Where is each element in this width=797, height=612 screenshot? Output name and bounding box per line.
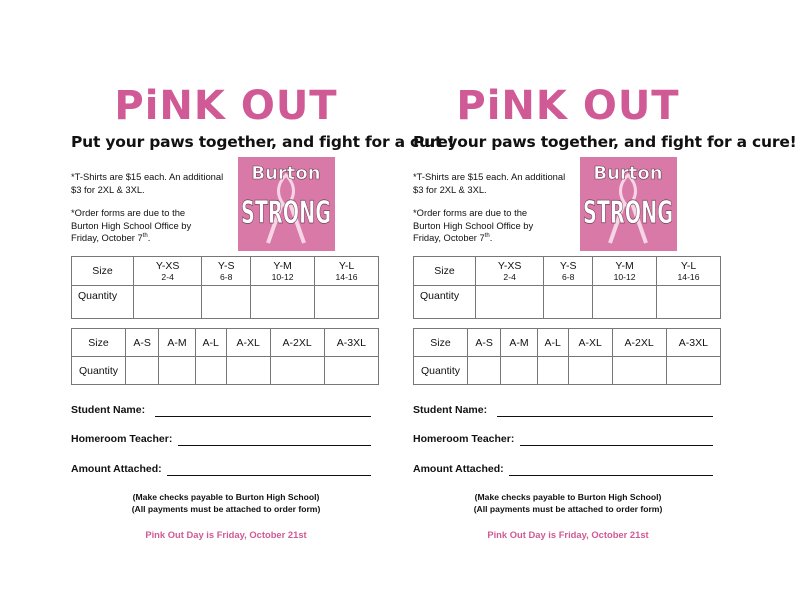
table-row bbox=[72, 257, 379, 286]
size-cell bbox=[593, 257, 657, 286]
quantity-input-cell[interactable] bbox=[544, 286, 593, 319]
pink-out-day-note: Pink Out Day is Friday, October 21st bbox=[487, 529, 649, 540]
quantity-input-cell[interactable] bbox=[324, 357, 378, 385]
size-range: 10-12 bbox=[613, 272, 636, 282]
table-row bbox=[414, 257, 721, 286]
payment-note: (All payments must be attached to order form) bbox=[473, 504, 663, 514]
pink-out-day-note: Pink Out Day is Friday, October 21st bbox=[145, 529, 307, 540]
ordinal-suffix: th bbox=[484, 232, 490, 239]
table-row bbox=[414, 329, 721, 357]
size-cell: A-S bbox=[126, 329, 159, 357]
amount-attached-field[interactable] bbox=[167, 475, 371, 476]
size-cell: A-2XL bbox=[270, 329, 324, 357]
due-info-line: *Order forms are due to the bbox=[71, 207, 186, 218]
due-date-info bbox=[71, 207, 236, 245]
due-info-line: Burton High School Office by bbox=[71, 219, 192, 231]
size-cell: A-XL bbox=[226, 329, 270, 357]
size-cell bbox=[202, 257, 251, 286]
logo-main-text: STRONG bbox=[241, 195, 331, 231]
quantity-input-cell[interactable] bbox=[159, 357, 195, 385]
student-name-row bbox=[413, 404, 487, 416]
size-header: Size bbox=[414, 257, 476, 286]
due-info-line: *Order forms are due to the bbox=[413, 207, 528, 218]
size-cell: A-L bbox=[195, 329, 226, 357]
size-name: Y-S bbox=[217, 260, 235, 272]
size-range: 6-8 bbox=[219, 272, 233, 282]
size-name: Y-XS bbox=[497, 260, 522, 272]
size-range: 2-4 bbox=[503, 272, 516, 282]
size-range: 6-8 bbox=[561, 272, 575, 282]
quantity-input-cell[interactable] bbox=[593, 286, 657, 319]
quantity-label: Quantity bbox=[414, 286, 476, 319]
form-subtitle: Put your paws together, and fight for a cure! bbox=[413, 133, 797, 151]
size-cell: A-M bbox=[501, 329, 537, 357]
size-cell bbox=[134, 257, 202, 286]
due-info-line: Burton High School Office by bbox=[413, 219, 534, 231]
size-cell bbox=[476, 257, 544, 286]
amount-attached-row bbox=[71, 463, 162, 475]
burton-strong-logo bbox=[238, 157, 335, 251]
price-info-line: $3 for 2XL & 3XL. bbox=[413, 183, 487, 195]
size-cell: A-3XL bbox=[666, 329, 720, 357]
quantity-input-cell[interactable] bbox=[568, 357, 612, 385]
quantity-input-cell[interactable] bbox=[270, 357, 324, 385]
size-cell: A-S bbox=[468, 329, 501, 357]
due-date-period: . bbox=[489, 232, 493, 243]
size-cell bbox=[544, 257, 593, 286]
size-name: Y-M bbox=[273, 260, 292, 272]
due-info-line bbox=[71, 232, 236, 245]
size-name: Y-XS bbox=[155, 260, 180, 272]
youth-size-table bbox=[71, 256, 379, 319]
quantity-input-cell[interactable] bbox=[468, 357, 501, 385]
table-row bbox=[72, 286, 379, 319]
amount-attached-label: Amount Attached: bbox=[413, 463, 504, 475]
due-date-period: . bbox=[147, 232, 151, 243]
quantity-input-cell[interactable] bbox=[315, 286, 379, 319]
size-range: 10-12 bbox=[271, 272, 294, 282]
homeroom-teacher-field[interactable] bbox=[178, 445, 371, 446]
size-cell: A-XL bbox=[568, 329, 612, 357]
size-name: Y-L bbox=[338, 260, 355, 272]
logo-top-text: Burton bbox=[593, 163, 663, 184]
size-cell bbox=[251, 257, 315, 286]
student-name-field[interactable] bbox=[497, 416, 713, 417]
price-info bbox=[413, 171, 578, 196]
size-header: Size bbox=[72, 329, 126, 357]
student-name-label: Student Name: bbox=[71, 404, 146, 416]
price-info-line: *T-Shirts are $15 each. An additional bbox=[413, 171, 566, 182]
quantity-input-cell[interactable] bbox=[666, 357, 720, 385]
quantity-input-cell[interactable] bbox=[612, 357, 666, 385]
table-row bbox=[72, 329, 379, 357]
size-range: 2-4 bbox=[161, 272, 174, 282]
form-title: PiNK OUT bbox=[456, 83, 680, 129]
homeroom-teacher-row bbox=[71, 433, 172, 445]
amount-attached-row bbox=[413, 463, 504, 475]
payment-note: (Make checks payable to Burton High School) bbox=[474, 492, 662, 502]
adult-size-table bbox=[413, 328, 721, 385]
price-info-line: $3 for 2XL & 3XL. bbox=[71, 183, 145, 195]
due-date-text: Friday, October 7 bbox=[413, 232, 485, 243]
adult-size-table bbox=[71, 328, 379, 385]
size-name: Y-L bbox=[680, 260, 697, 272]
size-cell bbox=[657, 257, 721, 286]
student-name-field[interactable] bbox=[155, 416, 371, 417]
logo-main-text: STRONG bbox=[583, 195, 673, 231]
size-range: 14-16 bbox=[335, 272, 358, 282]
due-date-text: Friday, October 7 bbox=[71, 232, 143, 243]
due-date-info bbox=[413, 207, 578, 245]
size-header: Size bbox=[72, 257, 134, 286]
amount-attached-label: Amount Attached: bbox=[71, 463, 162, 475]
table-row bbox=[414, 286, 721, 319]
homeroom-teacher-row bbox=[413, 433, 514, 445]
amount-attached-field[interactable] bbox=[509, 475, 713, 476]
size-name: Y-M bbox=[615, 260, 634, 272]
quantity-input-cell[interactable] bbox=[657, 286, 721, 319]
logo-top-text: Burton bbox=[251, 163, 321, 184]
homeroom-teacher-label: Homeroom Teacher: bbox=[71, 433, 173, 445]
quantity-input-cell[interactable] bbox=[134, 286, 202, 319]
price-info-line: *T-Shirts are $15 each. An additional bbox=[71, 171, 224, 182]
payment-note: (All payments must be attached to order form) bbox=[131, 504, 321, 514]
form-subtitle: Put your paws together, and fight for a cure! bbox=[71, 133, 455, 151]
quantity-label: Quantity bbox=[414, 357, 468, 385]
size-cell bbox=[315, 257, 379, 286]
burton-strong-logo bbox=[580, 157, 677, 251]
student-name-row bbox=[71, 404, 145, 416]
size-cell: A-L bbox=[537, 329, 568, 357]
quantity-input-cell[interactable] bbox=[251, 286, 315, 319]
homeroom-teacher-label: Homeroom Teacher: bbox=[413, 433, 515, 445]
table-row bbox=[414, 357, 721, 385]
ordinal-suffix: th bbox=[142, 232, 148, 239]
quantity-label: Quantity bbox=[72, 357, 126, 385]
quantity-input-cell[interactable] bbox=[226, 357, 270, 385]
size-range: 14-16 bbox=[677, 272, 700, 282]
size-header: Size bbox=[414, 329, 468, 357]
quantity-input-cell[interactable] bbox=[202, 286, 251, 319]
due-info-line bbox=[413, 232, 578, 245]
quantity-input-cell[interactable] bbox=[126, 357, 159, 385]
youth-size-table bbox=[413, 256, 721, 319]
quantity-label: Quantity bbox=[72, 286, 134, 319]
student-name-label: Student Name: bbox=[413, 404, 488, 416]
size-cell: A-3XL bbox=[324, 329, 378, 357]
form-title: PiNK OUT bbox=[114, 83, 338, 129]
size-cell: A-2XL bbox=[612, 329, 666, 357]
price-info bbox=[71, 171, 236, 196]
size-name: Y-S bbox=[559, 260, 577, 272]
quantity-input-cell[interactable] bbox=[537, 357, 568, 385]
quantity-input-cell[interactable] bbox=[501, 357, 537, 385]
table-row bbox=[72, 357, 379, 385]
quantity-input-cell[interactable] bbox=[476, 286, 544, 319]
payment-note: (Make checks payable to Burton High School) bbox=[132, 492, 320, 502]
size-cell: A-M bbox=[159, 329, 195, 357]
quantity-input-cell[interactable] bbox=[195, 357, 226, 385]
homeroom-teacher-field[interactable] bbox=[520, 445, 713, 446]
